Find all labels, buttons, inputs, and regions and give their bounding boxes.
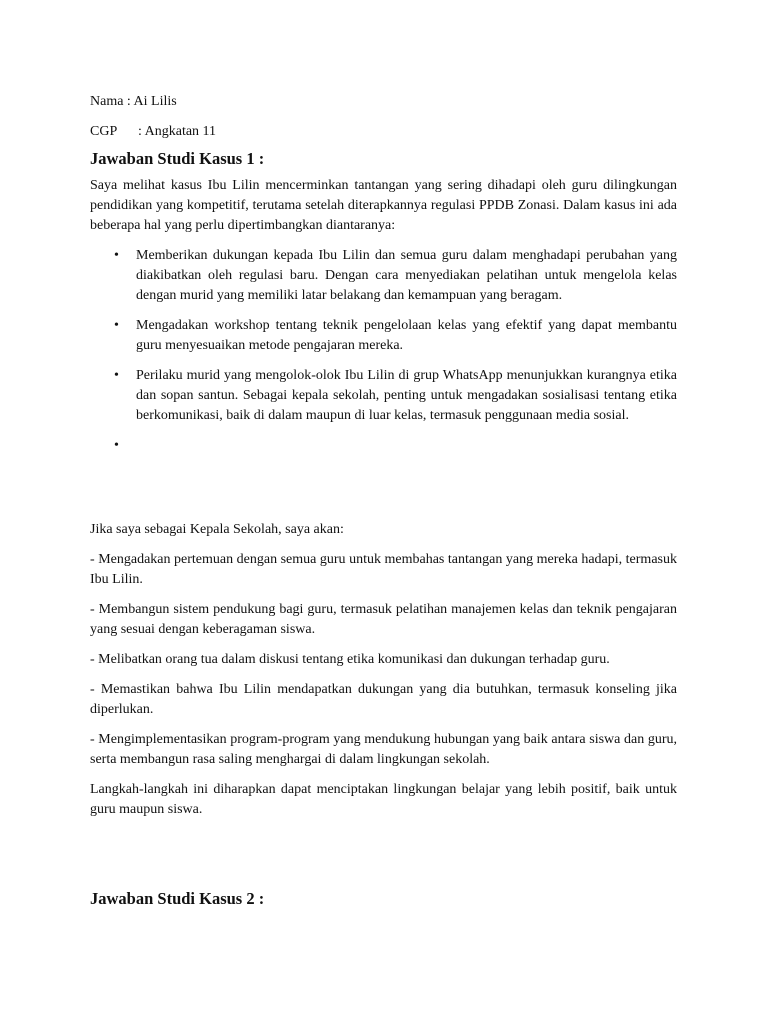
- cgp-value: : Angkatan 11: [138, 124, 217, 139]
- section1-intro: Saya melihat kasus Ibu Lilin mencerminkan tantangan yang sering dihadapi oleh guru dilingkungan pendidikan yang kompetitif, terutama setelah diterapkannya regulasi PPDB Zonasi. Dalam kasus ini ada beberapa hal yang perlu dipertimbangkan diantaranya:: [90, 178, 677, 233]
- list-item-text: Memberikan dukungan kepada Ibu Lilin dan semua guru dalam menghadapi perubahan yang diakibatkan oleh regulasi baru. Dengan cara menyediakan pelatihan untuk mengelola kelas dengan murid yang memiliki latar belakang dan kemampuan yang beragam.: [136, 248, 677, 303]
- closing-paragraph: Langkah-langkah ini diharapkan dapat menciptakan lingkungan belajar yang lebih positif, baik untuk guru maupun siswa.: [90, 782, 677, 817]
- section1-heading-suffix: :: [254, 149, 265, 168]
- bullet-icon: •: [114, 318, 119, 333]
- list-item: [90, 366, 677, 426]
- document-page: [90, 92, 677, 916]
- action-item: - Memastikan bahwa Ibu Lilin mendapatkan dukungan yang dia butuhkan, termasuk konseling jika diperlukan.: [90, 682, 677, 717]
- section2-heading-title: Jawaban Studi Kasus 2: [90, 889, 255, 908]
- action-item: - Mengadakan pertemuan dengan semua guru untuk membahas tantangan yang mereka hadapi, termasuk Ibu Lilin.: [90, 552, 677, 587]
- section1-heading-title: Jawaban Studi Kasus 1: [90, 149, 255, 168]
- bullet-icon: •: [114, 368, 119, 383]
- cgp-line: [90, 122, 677, 142]
- list-item: [90, 316, 677, 356]
- list-item-text: Perilaku murid yang mengolok-olok Ibu Lilin di grup WhatsApp menunjukkan kurangnya etika dan sopan santun. Sebagai kepala sekolah, penting untuk mengadakan sosialisasi tentang etika berkomunikasi, baik di dalam maupun di luar kelas, termasuk penggunaan media sosial.: [136, 368, 677, 423]
- principal-intro: Jika saya sebagai Kepala Sekolah, saya akan:: [90, 522, 344, 537]
- bullet-icon: •: [114, 438, 119, 453]
- action-item: - Mengimplementasikan program-program yang mendukung hubungan yang baik antara siswa dan guru, serta membangun rasa saling menghargai di dalam lingkungan sekolah.: [90, 732, 677, 767]
- spacer: [90, 466, 677, 520]
- section2-heading-suffix: :: [254, 889, 265, 908]
- list-item-empty: [90, 436, 677, 456]
- section2-heading: [90, 888, 677, 910]
- action-item: - Melibatkan orang tua dalam diskusi tentang etika komunikasi dan dukungan terhadap guru.: [90, 652, 610, 667]
- list-item-text: Mengadakan workshop tentang teknik pengelolaan kelas yang efektif yang dapat membantu guru menyesuaikan metode pengajaran mereka.: [136, 318, 677, 353]
- section1-heading: [90, 148, 677, 170]
- cgp-label: CGP: [90, 124, 118, 139]
- list-item: [90, 246, 677, 306]
- bullet-icon: •: [114, 248, 119, 263]
- action-item: - Membangun sistem pendukung bagi guru, termasuk pelatihan manajemen kelas dan teknik pengajaran yang sesuai dengan keberagaman siswa.: [90, 602, 677, 637]
- name-line: Nama : Ai Lilis: [90, 94, 177, 109]
- spacer: [90, 830, 677, 888]
- considerations-list: [90, 246, 677, 456]
